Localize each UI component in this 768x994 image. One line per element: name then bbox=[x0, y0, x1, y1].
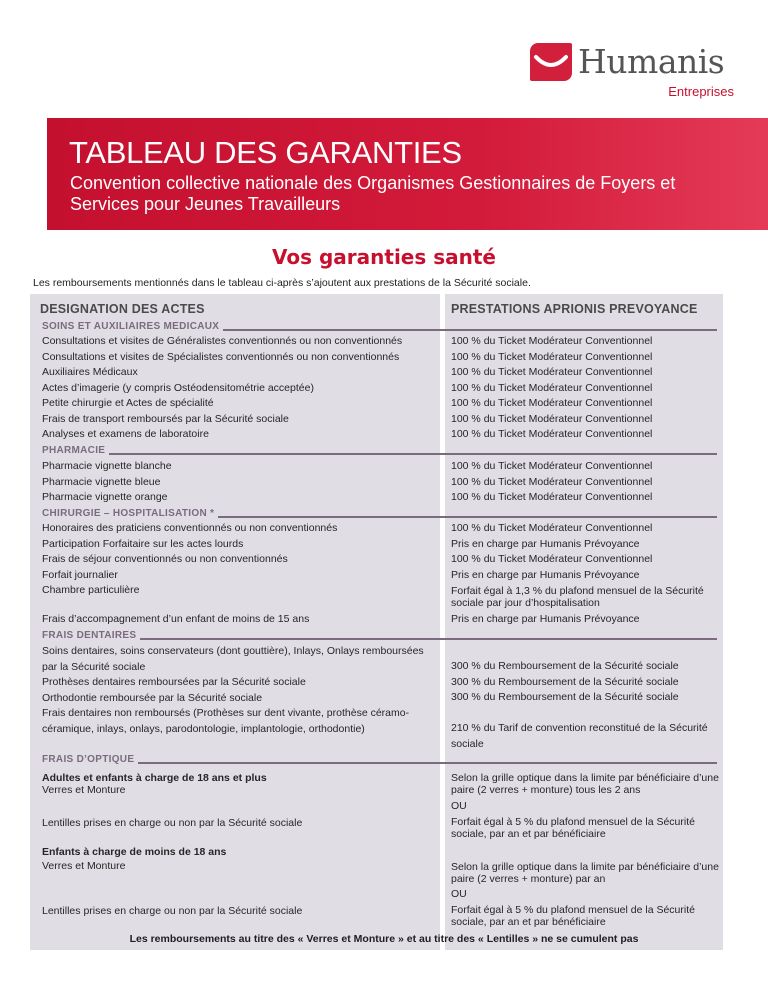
act-row: Petite chirurgie et Actes de spécialité bbox=[42, 397, 214, 409]
section-label: SOINS ET AUXILIAIRES MEDICAUX bbox=[42, 321, 223, 333]
column-header-benefits: PRESTATIONS APRIONIS PREVOYANCE bbox=[451, 302, 698, 316]
optique-adultes bbox=[42, 772, 434, 796]
chirurgie-acts bbox=[42, 521, 434, 599]
dentaires-acts bbox=[42, 644, 434, 737]
benefit-row: 100 % du Ticket Modérateur Conventionnel bbox=[451, 366, 653, 378]
act-row: Consultations et visites de Généralistes conventionnés ou non conventionnés bbox=[42, 335, 403, 347]
act-row: Forfait journalier bbox=[42, 568, 118, 581]
act-row: Consultations et visites de Spécialistes conventionnés ou non conventionnés bbox=[42, 350, 400, 363]
act-row: Soins dentaires, soins conservateurs (dont gouttière), Inlays, Onlays remboursées par la Sécurité sociale bbox=[42, 645, 424, 673]
section-label: FRAIS DENTAIRES bbox=[42, 630, 140, 642]
benefit-row: Selon la grille optique dans la limite par bénéficiaire d’une paire (2 verres + monture) par an bbox=[451, 861, 719, 885]
column-divider bbox=[440, 294, 445, 950]
act-row: Analyses et examens de laboratoire bbox=[42, 428, 209, 440]
benefit-row: 210 % du Tarif de convention reconstitué de la Sécurité sociale bbox=[451, 722, 708, 750]
section-label: PHARMACIE bbox=[42, 445, 109, 457]
act-row: Verres et Monture bbox=[42, 784, 126, 796]
act-row: Lentilles prises en charge ou non par la Sécurité sociale bbox=[42, 817, 303, 829]
group-title: Adultes et enfants à charge de 18 ans et plus bbox=[42, 772, 267, 784]
logo-mark-icon bbox=[530, 43, 572, 81]
or-label: OU bbox=[451, 800, 467, 812]
benefit-row: 100 % du Ticket Modérateur Conventionnel bbox=[451, 428, 653, 440]
section-label: CHIRURGIE – HOSPITALISATION * bbox=[42, 508, 218, 520]
benefit-row: 100 % du Ticket Modérateur Conventionnel bbox=[451, 491, 653, 503]
act-row: Auxiliaires Médicaux bbox=[42, 366, 138, 378]
page-subtitle: Convention collective nationale des Organismes Gestionnaires de Foyers et Services pour Jeunes Travailleurs bbox=[70, 173, 676, 214]
benefit-row: Selon la grille optique dans la limite par bénéficiaire d’une paire (2 verres + monture) tous les 2 ans bbox=[451, 772, 719, 796]
act-row: Pharmacie vignette orange bbox=[42, 491, 168, 503]
benefit-row: 100 % du Ticket Modérateur Conventionnel bbox=[451, 553, 653, 565]
pharmacie-acts bbox=[42, 459, 434, 506]
act-row: Participation Forfaitaire sur les actes lourds bbox=[42, 537, 244, 550]
column-header-acts: DESIGNATION DES ACTES bbox=[40, 302, 205, 316]
title-banner bbox=[47, 118, 768, 230]
benefit-row: 100 % du Ticket Modérateur Conventionnel bbox=[451, 381, 653, 394]
benefit-row: Forfait égal à 5 % du plafond mensuel de la Sécurité sociale, par an et par bénéficiaire bbox=[451, 904, 695, 928]
logo-subtitle: Entreprises bbox=[668, 84, 734, 99]
act-row: Pharmacie vignette bleue bbox=[42, 475, 161, 488]
benefit-row: 300 % du Remboursement de la Sécurité sociale bbox=[451, 675, 679, 688]
benefit-row: Pris en charge par Humanis Prévoyance bbox=[451, 568, 640, 581]
humanis-logo bbox=[530, 40, 740, 102]
logo-wordmark: Humanis bbox=[578, 42, 725, 81]
dentaires-benefits bbox=[451, 659, 721, 706]
soins-acts bbox=[42, 334, 434, 443]
benefit-row: 100 % du Ticket Modérateur Conventionnel bbox=[451, 412, 653, 425]
act-row: Actes d’imagerie (y compris Ostéodensitométrie acceptée) bbox=[42, 381, 314, 394]
page-title: TABLEAU DES GARANTIES bbox=[69, 135, 462, 170]
section-chirurgie bbox=[42, 508, 717, 520]
section-title: Vos garanties santé bbox=[271, 245, 496, 269]
section-optique bbox=[42, 754, 717, 766]
act-row: Prothèses dentaires remboursées par la Sécurité sociale bbox=[42, 676, 306, 688]
act-row: Frais d’accompagnement d’un enfant de moins de 15 ans bbox=[42, 613, 310, 625]
act-row: Verres et Monture bbox=[42, 860, 126, 872]
benefit-row: 100 % du Ticket Modérateur Conventionnel bbox=[451, 335, 653, 347]
section-label: FRAIS D’OPTIQUE bbox=[42, 754, 138, 766]
or-label: OU bbox=[451, 888, 467, 900]
benefit-row: Forfait égal à 1,3 % du plafond mensuel de la Sécurité sociale par jour d’hospitalisation bbox=[451, 585, 704, 609]
section-pharmacie bbox=[42, 445, 717, 457]
act-row: Honoraires des praticiens conventionnés ou non conventionnés bbox=[42, 522, 338, 534]
benefit-row: 100 % du Ticket Modérateur Conventionnel bbox=[451, 397, 653, 409]
act-row: Orthodontie remboursée par la Sécurité sociale bbox=[42, 691, 263, 704]
pharmacie-benefits bbox=[451, 459, 721, 506]
benefit-row: Pris en charge par Humanis Prévoyance bbox=[451, 537, 640, 550]
guarantees-table bbox=[30, 294, 723, 950]
chirurgie-benefits bbox=[451, 521, 721, 609]
section-dentaires bbox=[42, 630, 717, 642]
group-title: Enfants à charge de moins de 18 ans bbox=[42, 846, 227, 858]
benefit-row: 300 % du Remboursement de la Sécurité sociale bbox=[451, 691, 679, 703]
section-soins bbox=[42, 321, 717, 333]
act-row: Frais dentaires non remboursés (Prothèses sur dent vivante, prothèse céramo-céramique, inlays, onlays, parodontologie, implantologie, orthodontie) bbox=[42, 707, 410, 735]
act-row: Frais de séjour conventionnés ou non conventionnés bbox=[42, 553, 288, 565]
soins-benefits bbox=[451, 334, 721, 443]
benefit-row: 100 % du Ticket Modérateur Conventionnel bbox=[451, 350, 653, 363]
act-row: Frais de transport remboursés par la Sécurité sociale bbox=[42, 412, 289, 425]
benefit-row: 300 % du Remboursement de la Sécurité sociale bbox=[451, 660, 679, 672]
benefit-row: 100 % du Ticket Modérateur Conventionnel bbox=[451, 475, 653, 488]
intro-text: Les remboursements mentionnés dans le tableau ci-après s’ajoutent aux prestations de la Sécurité sociale. bbox=[33, 277, 531, 289]
footnote: Les remboursements au titre des « Verres et Monture » et au titre des « Lentilles » ne se cumulent pas bbox=[129, 933, 639, 945]
benefit-row: 100 % du Ticket Modérateur Conventionnel bbox=[451, 460, 653, 472]
act-row: Chambre particulière bbox=[42, 584, 140, 596]
benefit-row: 100 % du Ticket Modérateur Conventionnel bbox=[451, 522, 653, 534]
benefit-row: Forfait égal à 5 % du plafond mensuel de la Sécurité sociale, par an et par bénéficiaire bbox=[451, 816, 695, 840]
act-row: Lentilles prises en charge ou non par la Sécurité sociale bbox=[42, 905, 303, 917]
benefit-row: Pris en charge par Humanis Prévoyance bbox=[451, 613, 640, 625]
act-row: Pharmacie vignette blanche bbox=[42, 460, 172, 472]
